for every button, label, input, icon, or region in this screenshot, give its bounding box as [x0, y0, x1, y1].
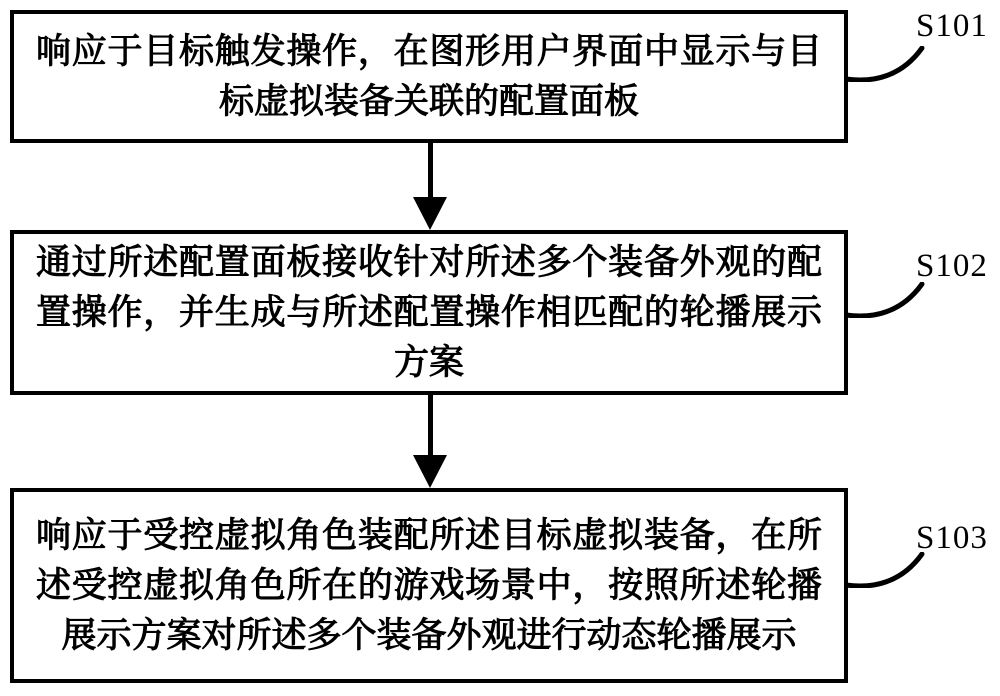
arrow-stem — [428, 395, 433, 458]
step-box-s102 — [10, 230, 848, 395]
down-arrow-icon — [413, 197, 447, 230]
arrow-stem — [428, 143, 433, 201]
step-label-s101: S101 — [916, 8, 988, 44]
step-text-line: 响应于目标触发操作，在图形用户界面中显示与目 — [36, 31, 822, 71]
step-box-s103 — [10, 488, 848, 683]
step-text-line: 通过所述配置面板接收针对所述多个装备外观的配 — [36, 242, 822, 282]
step-text-line: 展示方案对所述多个装备外观进行动态轮播展示 — [61, 615, 797, 655]
step-label-s102: S102 — [916, 248, 988, 284]
step-text-line: 标虚拟装备关联的配置面板 — [218, 81, 639, 121]
label-leader-curve-s102 — [846, 282, 926, 318]
step-text-line: 方案 — [393, 342, 464, 382]
step-text-line: 响应于受控虚拟角色装配所述目标虚拟装备，在所 — [36, 515, 822, 555]
step-text-line: 述受控虚拟角色所在的游戏场景中，按照所述轮播 — [36, 565, 822, 605]
step-text-line: 置操作，并生成与所述配置操作相匹配的轮播展示 — [36, 292, 822, 332]
down-arrow-icon — [413, 455, 447, 488]
label-leader-curve-s101 — [846, 46, 926, 82]
label-leader-curve-s103 — [846, 552, 926, 588]
step-label-s103: S103 — [916, 520, 988, 556]
step-box-s101 — [10, 10, 848, 143]
